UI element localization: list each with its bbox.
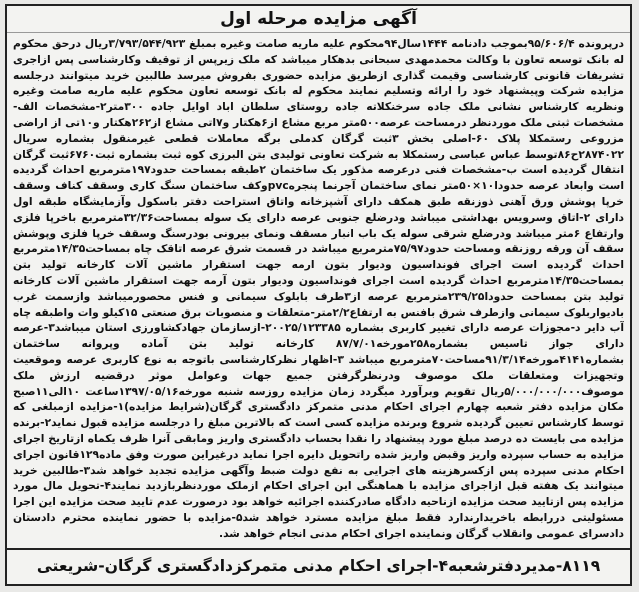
notice-title: آگهی مزایده مرحله اول xyxy=(7,6,630,33)
notice-body: درپرونده ۹۵/۶۰۶/۴بموجب دادنامه ۱۴۴۴سال۹۴محکوم علیه ماریه صامت وغیره بمبلغ ۳/۷۹۳/۵۴۴/۹۲۳ریال درحق محکوم له بانک توسعه تعاون با وکالت محمدمهدی سبحانی بدهکار میباشد که ملک زیرپس از توقیف وکارشناسی پس ازاجری تشریفات قانونی کارشناسی وقیمت گذاری ازطریق مزایده حضوری بفروش میرسد طالبین خرید میتوانند درجلسه مزایده شرکت وپیشنهاد خود را ارائه وتسلیم نمایند محکوم له بانک توسعه تعاون محکوم علیه ماریه صامت وغیره ونظریه کارشناس نشانی ملک جاده سرخنکلاته جاده روستای سلطان اباد اوایل جاده ۳۰۰متر۲-مشخصات الف-مشخصات ثبتی ملک موردنظر درمساحت عرصه۵۰۰متر مربع مشاع از۶هکتار و۷اتی مشاع از۲۶۲هکتار و۱۰تی از اراضی مزروعی رستمکلا پلاک ۶۰-اصلی بخش ۳ثبت گرگان کدملی برگه معاملات قطعی غیرمنقول بشماره سریال ۲۸۷۴۰۲۲ح۸۶توسط عباس عباسی رستمکلا به شرکت تعاونی تولیدی بتن البرزی کوه ثبت بشماره ثبت۶۷۶۰ثبت گرگان انتقال گردیده است ب-مشخصات فنی درعرصه مذکور یک ساختمان ۲طبقه بمساحت حدود۱۹۷مترمربع احداث گردیده است وابعاد عرصه حدودا۱۰×۵۰متر نمای ساختمان آجرنما پنجرهpvcوکف ساختمان سنگ کاری وسقف کناف وسقف خرپا پوشش ورق آهنی ذوزنقه طبق همکف دارای آشپزخانه واتاق استراحت دفتر باسکول وآزمایشگاه طبقه اول دارای ۲-اتاق وسرویس بهداشتی میباشد ودرضلع جنوبی عرصه دارای یک سوله بمساحت۳۲/۳۶مترمربع باخرپا فلزی وارتفاع ۶متر میباشد ودرضلع شرقی سوله یک باب انبار مسقف ونمای بیرونی بودرسنگ وسقف خرپا فلزی وپوشش سقف آن ورقه روزنقه ومساحت حدود۷۵/۹۷مترمربع میباشد در قسمت شرق عرصه اتاقک چاه بمساحت۱۴/۳۵مترمربع احداث گردیده است اجرای فونداسیون ودیوار بتون ارمه جهت استقرار ماشین آلات کارخانه تولید بتن بمساحت۱۴/۳۵مترمربع احداث گردیده است اجرای فونداسیون ودیوار بتون آرمه جهت استقرار ماشین آلات کارخانه تولید بتن بمساحت حدودا۲۳۹/۲۵مترمربع عرصه از۳طرف بابلوک سیمانی و فنس محصورمیباشد وازسمت غرب بادیواربلوک سیمانی وازطرف شرق بافنس به ارتفاع۲/۲متر-متعلقات و منصوبات برق صنعتی ۱۵کیلو وات واطبقه چاه آب دایر د-مجوزات عرصه دارای تغییر کاربری بشماره ۲۰۰۲۵/۱۲۳۳۸۵-ازسازمان جهادکشاورزی استان میباشد۳-عرصه دارای جواز تاسیس بشماره۲۵۸مورخه۸۷/۷/۰۱ کارخانه تولید بتن آماده وپروانه ساختمان بشماره۴۱۴۱مورخه۹۱/۳/۱۴مساحت۷۰مترمربع میباشد ۳-اظهار نظرکارشناسی باتوجه به نوع کاربری عرصه وموقعیت وتجهیزات ومتعلقات ملک موصوف ودرنظرگرفتن جمیع جهات وعوامل موثر درقضیه ارزش ملک موصوف۵/۰۰۰/۰۰۰/۰۰۰ریال تقویم وبرآورد میگردد زمان مزایده روزسه شنبه مورخه۱۳۹۷/۰۵/۱۶ساعت ۱۰الی۱۱صبح مکان مزایده دفتر شعبه چهارم اجرای احکام مدنی متمرکز دادگستری گرگان(شرایط مزایده)۱-مزایده ازمبلغی که توسط کارشناس تعیین گردیده شروع وبرنده مزایده کسی است که بالاترین مبلغ را درجلسه مزایده قبول نماید۲-برنده مزایده می بایست ده درصد مبلغ مورد پیشنهاد را نقدا بحساب دادگستری واریز ومابقی آنرا ظرف یکماه ازتاریخ اجرای مزایده به حساب سپرده واریز وقبض واریز شده راتحویل دایره اجرا نماید درغیراین صورت وفق ماده۱۲۹قانون اجرای احکام مدنی سپرده پس ازکسرهزینه های اجرایی به نفع دولت ضبط وآگهی مزایده تجدید خواهد شد۳-طالبین خرید میتوانند یک هفته قبل ازاجرای مزایده با هماهنگی این اجرای احکام ازملک موردنظربازدید نمایند۴-تحویل مال مورد مزایده پس ازتایید صحت مزایده ازناحیه دادگاه صادرکننده اجرائیه خواهد بود درصورت عدم تایید صحت مزایده این اجرا مسئولیتی دررابطه باخریدارندارد فقط مبلغ مزایده مسترد خواهد شد۵-مزایده با حضور نماینده محترم دادستان دادسرای عمومی وانقلاب گرگان ونماینده اجرای احکام مدنی انجام خواهد شد. xyxy=(13,37,624,540)
auction-notice xyxy=(5,4,632,586)
notice-signature: ۸۱۱۹-مدیردفترشعبه۴-اجرای احکام مدنی متمرکزدادگستری گرگان-شریعتی xyxy=(7,548,630,584)
